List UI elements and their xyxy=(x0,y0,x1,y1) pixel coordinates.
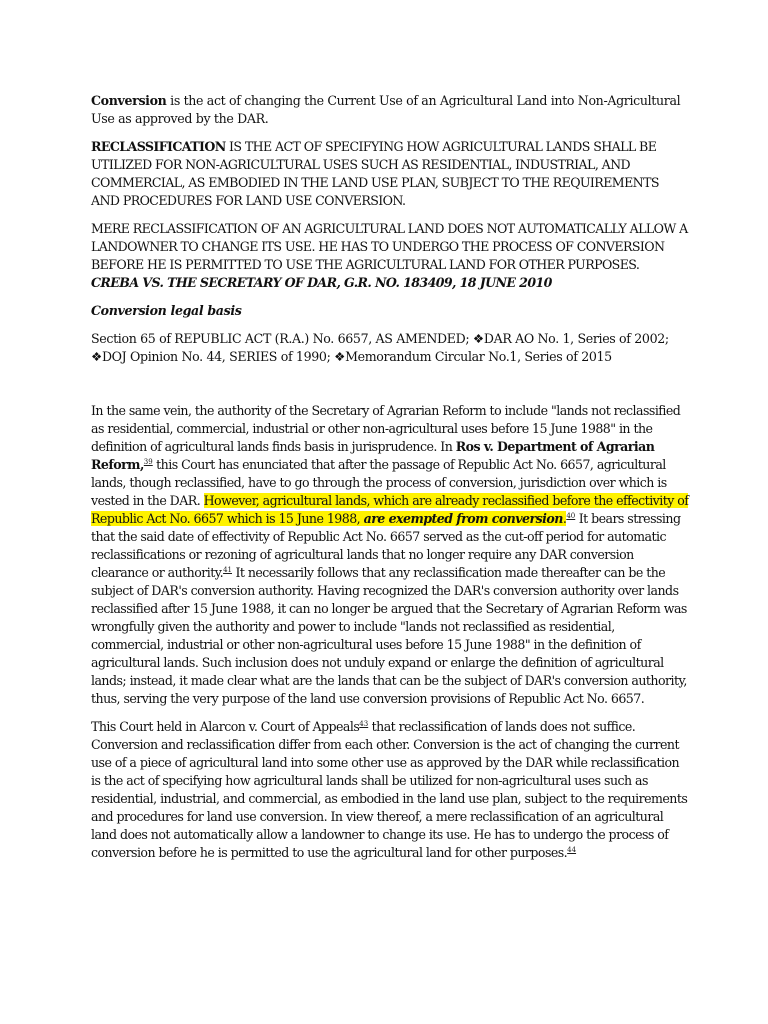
ros-case-name: Ros v. Department of Agrarian Reform, xyxy=(91,439,655,472)
footnote-39[interactable]: 39 xyxy=(143,458,153,466)
conversion-term: Conversion xyxy=(91,93,167,108)
legal-basis-paragraph: Section 65 of REPUBLIC ACT (R.A.) No. 6657, AS AMENDED; ❖DAR AO No. 1, Series of 2002; ❖DOJ Opinion No. 44, SERIES of 1990; ❖Memorandum Circular No.1, Series of 2015 xyxy=(91,331,669,364)
footnote-44[interactable]: 44 xyxy=(567,846,577,854)
exempted-emphasis: are exempted from conversion xyxy=(363,511,563,526)
section-heading xyxy=(91,302,690,320)
highlighted-text: However, agricultural lands, which are already reclassified before the effectivity of Republic Act No. 6657 which is 15 June 1988, xyxy=(91,493,689,526)
mere-reclassification-text: MERE RECLASSIFICATION OF AN AGRICULTURAL LAND DOES NOT AUTOMATICALLY ALLOW A LANDOWNER TO CHANGE ITS USE. HE HAS TO UNDERGO THE PROCESS OF CONVERSION BEFORE HE IS PERMITTED TO USE THE AGRICULTURAL LAND FOR OTHER PURPOSES. xyxy=(91,221,688,272)
footnote-40[interactable]: 40 xyxy=(566,512,576,520)
mere-reclassification-paragraph xyxy=(91,220,690,292)
alarcon-text-2: that reclassification of lands does not suffice. Conversion and reclassification differ from each other. Conversion is the act of changing the current use of a piece of agricultural land into some other use as approved by the DAR while reclassification is the act of specifying how agricultural lands shall be utilized for non-agricultural uses such as residential, industrial, and commercial, as embodied in the land use plan, subject to the requirements and procedures for land use conversion. In view thereof, a mere reclassification of an agricultural land does not automatically allow a landowner to change its use. He has to undergo the process of conversion before he is permitted to use the agricultural land for other purposes. xyxy=(91,719,688,860)
conversion-definition xyxy=(91,92,690,128)
highlighted-period: . xyxy=(562,511,567,526)
same-vein-text-2: this Court has enunciated that after the passage of Republic Act No. 6657, agricultural lands, though reclassified, have to go through the process of conversion, jurisdiction over which is vested in the DAR. xyxy=(91,457,667,508)
same-vein-text-3: It bears stressing that the said date of effectivity of Republic Act No. 6657 served as the cut-off period for automatic reclassifications or rezoning of agricultural lands that no longer require any DAR conversion clearance or authority. xyxy=(91,511,681,580)
creba-citation: CREBA VS. THE SECRETARY OF DAR, G.R. NO. 183409, 18 JUNE 2010 xyxy=(91,275,552,290)
reclassification-definition xyxy=(91,138,690,210)
reclassification-term: RECLASSIFICATION xyxy=(91,139,226,154)
section-heading-text: Conversion legal basis xyxy=(91,303,242,318)
conversion-definition-text: is the act of changing the Current Use of an Agricultural Land into Non-Agricultural Use as approved by the DAR. xyxy=(91,93,681,126)
alarcon-text-1: This Court held in Alarcon v. Court of Appeals xyxy=(91,719,360,734)
footnote-43[interactable]: 43 xyxy=(359,720,369,728)
spacer xyxy=(91,376,690,402)
same-vein-paragraph xyxy=(91,402,690,708)
same-vein-text-4: It necessarily follows that any reclassification made thereafter can be the subject of DAR's conversion authority. Having recognized the DAR's conversion authority over lands reclassified after 15 June 1988, it can no longer be argued that the Secretary of Agrarian Reform was wrongfully given the authority and power to include "lands not reclassified as residential, commercial, industrial or other non-agricultural uses before 15 June 1988" in the definition of agricultural lands. Such inclusion does not unduly expand or enlarge the definition of agricultural lands; instead, it made clear what are the lands that can be the subject of DAR's conversion authority, thus, serving the very purpose of the land use conversion provisions of Republic Act No. 6657. xyxy=(91,565,687,706)
alarcon-paragraph xyxy=(91,718,690,862)
same-vein-text-1: In the same vein, the authority of the Secretary of Agrarian Reform to include "lands not reclassified as residential, commercial, industrial or other non-agricultural uses before 15 June 1988" in the definition of agricultural lands finds basis in jurisprudence. In xyxy=(91,403,681,454)
reclassification-definition-text: IS THE ACT OF SPECIFYING HOW AGRICULTURAL LANDS SHALL BE UTILIZED FOR NON-AGRICULTURAL USES SUCH AS RESIDENTIAL, INDUSTRIAL, AND COMMERCIAL, AS EMBODIED IN THE LAND USE PLAN, SUBJECT TO THE REQUIREMENTS AND PROCEDURES FOR LAND USE CONVERSION. xyxy=(91,139,659,208)
footnote-41[interactable]: 41 xyxy=(223,566,232,574)
